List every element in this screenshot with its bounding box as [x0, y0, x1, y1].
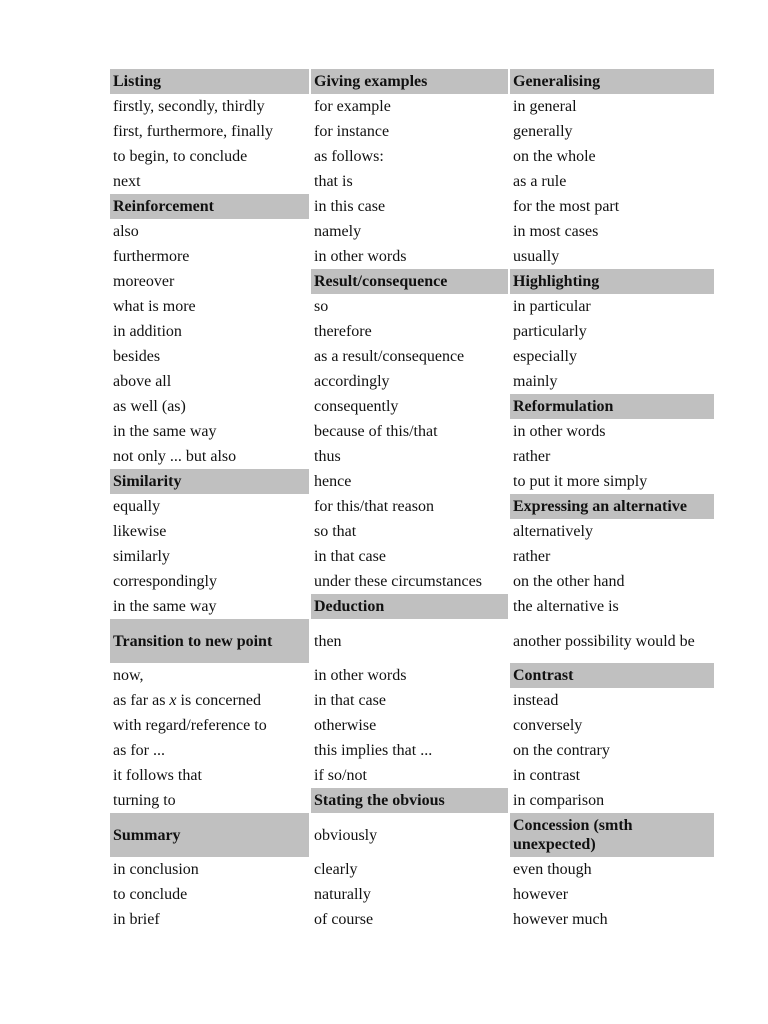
category-heading: Summary [110, 813, 310, 857]
phrase-text: is concerned [176, 691, 261, 709]
table-row [110, 344, 714, 369]
phrase-cell: mainly [513, 372, 558, 390]
phrase-variable: x [169, 691, 177, 709]
phrase-cell: first, furthermore, finally [110, 119, 310, 144]
table-row [110, 813, 714, 857]
phrase-cell: in addition [110, 319, 310, 344]
table-row [110, 544, 714, 569]
phrase-cell: in particular [513, 297, 591, 315]
table-row [110, 169, 714, 194]
table-row [110, 688, 714, 713]
table-row [110, 594, 714, 619]
phrase-cell: to begin, to conclude [110, 144, 310, 169]
category-heading: Listing [110, 69, 310, 94]
phrase-cell: however much [513, 910, 608, 928]
phrase-cell: now, [110, 663, 310, 688]
phrase-cell: besides [110, 344, 310, 369]
table-row [110, 69, 714, 94]
phrase-cell: moreover [110, 269, 310, 294]
phrase-cell: as follows: [310, 144, 509, 169]
category-heading: Similarity [110, 469, 310, 494]
table-body [110, 69, 714, 932]
linking-words-sheet [110, 69, 714, 932]
phrase-cell: equally [110, 494, 310, 519]
phrase-cell: on the whole [513, 147, 596, 165]
phrase-cell: with regard/reference to [110, 713, 310, 738]
phrase-cell: accordingly [310, 369, 509, 394]
linking-words-table [110, 69, 714, 932]
phrase-cell: naturally [310, 882, 509, 907]
phrase-cell: for this/that reason [310, 494, 509, 519]
phrase-cell: not only ... but also [110, 444, 310, 469]
phrase-cell: for instance [310, 119, 509, 144]
phrase-cell: so [310, 294, 509, 319]
phrase-cell: otherwise [310, 713, 509, 738]
phrase-cell: in other words [310, 244, 509, 269]
table-row [110, 619, 714, 663]
phrase-cell: in conclusion [110, 857, 310, 882]
phrase-cell: similarly [110, 544, 310, 569]
phrase-cell: as well (as) [110, 394, 310, 419]
category-heading: Result/consequence [310, 269, 509, 294]
table-row [110, 469, 714, 494]
phrase-cell: because of this/that [310, 419, 509, 444]
phrase-cell: generally [513, 122, 573, 140]
phrase-cell: on the contrary [513, 741, 610, 759]
phrase-cell: in that case [310, 544, 509, 569]
table-row [110, 419, 714, 444]
category-heading: Reinforcement [110, 194, 310, 219]
table-row [110, 119, 714, 144]
phrase-cell: in contrast [513, 766, 581, 784]
phrase-cell: likewise [110, 519, 310, 544]
category-heading: Stating the obvious [310, 788, 509, 813]
phrase-cell: next [110, 169, 310, 194]
phrase-cell: above all [110, 369, 310, 394]
table-row [110, 369, 714, 394]
category-heading: Contrast [509, 663, 714, 688]
table-row [110, 857, 714, 882]
phrase-cell: another possibility would be [513, 632, 695, 650]
table-row [110, 144, 714, 169]
phrase-cell: it follows that [110, 763, 310, 788]
phrase-cell: thus [310, 444, 509, 469]
category-heading: Generalising [509, 69, 714, 94]
phrase-cell: in other words [513, 422, 606, 440]
table-row [110, 294, 714, 319]
phrase-cell: for the most part [513, 197, 620, 215]
phrase-cell: in the same way [110, 594, 310, 619]
phrase-cell: as a rule [513, 172, 567, 190]
phrase-cell: firstly, secondly, thirdly [110, 94, 310, 119]
table-row [110, 194, 714, 219]
table-row [110, 269, 714, 294]
phrase-cell: therefore [310, 319, 509, 344]
phrase-cell: conversely [513, 716, 583, 734]
phrase-cell: so that [310, 519, 509, 544]
phrase-cell: to conclude [110, 882, 310, 907]
phrase-cell: hence [310, 469, 509, 494]
category-heading: Transition to new point [110, 619, 310, 663]
phrase-cell: this implies that ... [310, 738, 509, 763]
phrase-cell: alternatively [513, 522, 593, 540]
phrase-cell: on the other hand [513, 572, 625, 590]
table-row [110, 907, 714, 932]
phrase-cell: then [310, 619, 509, 663]
phrase-cell: that is [310, 169, 509, 194]
category-heading: Reformulation [509, 394, 714, 419]
table-row [110, 882, 714, 907]
phrase-cell: as a result/consequence [310, 344, 509, 369]
phrase-cell: obviously [310, 813, 509, 857]
phrase-cell: consequently [310, 394, 509, 419]
table-row [110, 738, 714, 763]
category-heading: Concession (smth unexpected) [509, 813, 714, 857]
phrase-cell: furthermore [110, 244, 310, 269]
phrase-cell [110, 688, 310, 713]
phrase-cell: if so/not [310, 763, 509, 788]
table-row [110, 319, 714, 344]
phrase-cell: of course [310, 907, 509, 932]
phrase-cell: in the same way [110, 419, 310, 444]
table-row [110, 519, 714, 544]
category-heading: Deduction [310, 594, 509, 619]
phrase-cell: as for ... [110, 738, 310, 763]
phrase-cell: namely [310, 219, 509, 244]
table-row [110, 569, 714, 594]
phrase-text: as far as [113, 691, 170, 709]
table-row [110, 394, 714, 419]
phrase-cell: the alternative is [513, 597, 619, 615]
phrase-cell: what is more [110, 294, 310, 319]
phrase-cell: in most cases [513, 222, 599, 240]
table-row [110, 94, 714, 119]
phrase-cell: to put it more simply [513, 472, 648, 490]
phrase-cell: in that case [310, 688, 509, 713]
table-row [110, 494, 714, 519]
table-row [110, 444, 714, 469]
phrase-cell: rather [513, 447, 551, 465]
phrase-cell: in other words [310, 663, 509, 688]
phrase-cell: in this case [310, 194, 509, 219]
phrase-cell: usually [513, 247, 560, 265]
table-row [110, 244, 714, 269]
table-row [110, 788, 714, 813]
phrase-cell: particularly [513, 322, 587, 340]
phrase-cell: correspondingly [110, 569, 310, 594]
phrase-cell: also [110, 219, 310, 244]
phrase-cell: especially [513, 347, 577, 365]
table-row [110, 663, 714, 688]
category-heading: Expressing an alternative [509, 494, 714, 519]
phrase-cell: in brief [110, 907, 310, 932]
category-heading: Giving examples [310, 69, 509, 94]
table-row [110, 219, 714, 244]
category-heading: Highlighting [509, 269, 714, 294]
phrase-cell: instead [513, 691, 559, 709]
phrase-cell: however [513, 885, 569, 903]
phrase-cell: under these circumstances [310, 569, 509, 594]
phrase-cell: in comparison [513, 791, 605, 809]
phrase-cell: in general [513, 97, 577, 115]
table-row [110, 763, 714, 788]
phrase-cell: turning to [110, 788, 310, 813]
phrase-cell: clearly [310, 857, 509, 882]
phrase-cell: even though [513, 860, 592, 878]
table-row [110, 713, 714, 738]
phrase-cell: rather [513, 547, 551, 565]
phrase-cell: for example [310, 94, 509, 119]
